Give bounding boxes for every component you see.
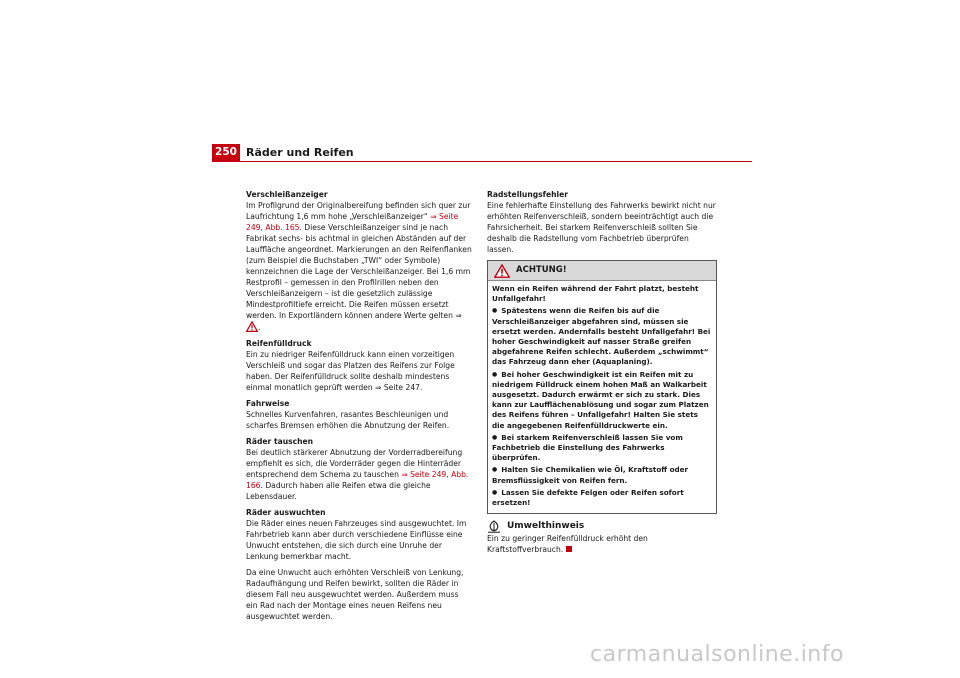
left-column (246, 189, 472, 627)
environment-text: Ein zu geringer Reifenfülldruck erhöht den Kraftstoffverbrauch. (487, 534, 648, 555)
heading-verschleissanzeiger: Verschleißanzeiger (246, 190, 328, 199)
warning-title: ACHTUNG! (516, 265, 567, 276)
warning-bullet: ● Bei starkem Reifenverschleiß lassen Sie vom Fachbetrieb die Einstellung des Fahrwerks überprüfen. (492, 433, 712, 464)
link-page-249-fig-166[interactable]: ⇒ Seite 249, Abb. 166 (246, 470, 469, 490)
heading-raeder-auswuchten: Räder auswuchten (246, 508, 326, 517)
watermark: carmanualsonline.info (590, 642, 844, 667)
paragraph-verschleissanzeiger: Im Profilgrund der Originalbereifung befinden sich quer zur Laufrichtung 1,6 mm hohe „Verschleißanzeiger“ ⇒ Seite 249, Abb. 165. Diese Verschleißanzeiger sind je nach Fabrikat sechs- bis achtmal in gleichen Abständen auf der Lauffläche angeordnet. Markierungen an den Reifenflanken (zum Beispiel die Buchstaben „TWI“ oder Symbole) kennzeichnen die Lage der Verschleißanzeiger. Bei 1,6 mm Restprofil – gemessen in den Profilrillen neben den Verschleißanzeigern – ist die gesetzlich zulässige Mindestprofiltiefe erreicht. Die Reifen müssen ersetzt werden. In Exportländern können andere Werte gelten ⇒ . (246, 201, 472, 332)
environment-header (487, 520, 717, 533)
warning-bullet: ● Spätestens wenn die Reifen bis auf die Verschleißanzeiger abgefahren sind, müssen sie ersetzt werden. Andernfalls besteht Unfallgefahr! Bei hoher Geschwindigkeit auf nasser Straße greifen abgefahrene Reifen schlecht. Außerdem „schwimmt“ das Fahrzeug dann eher (Aquaplaning). (492, 306, 712, 367)
page-number: 250 (212, 144, 240, 161)
header-rule (212, 161, 752, 162)
page-title: Räder und Reifen (246, 146, 354, 159)
paragraph-reifenfuelldruck: Ein zu niedriger Reifenfülldruck kann einen vorzeitigen Verschleiß und sogar das Platzen des Reifens zur Folge haben. Der Reifenfülldruck sollte deshalb mindestens einmal monatlich geprüft werden ⇒ Seite 247. (246, 350, 455, 392)
warning-box (487, 260, 717, 514)
heading-radstellungsfehler: Radstellungsfehler (487, 190, 569, 199)
warning-triangle-icon[interactable] (246, 321, 258, 332)
end-of-section-marker (566, 546, 572, 552)
environment-title: Umwelthinweis (507, 521, 585, 532)
paragraph-radstellungsfehler: Eine fehlerhafte Einstellung des Fahrwerks bewirkt nicht nur erhöhten Reifenverschleiß, sondern beeinträchtigt auch die Fahrsicherheit. Bei starkem Reifenverschleiß sollten Sie deshalb die Radstellung vom Fachbetrieb überprüfen lassen. (487, 201, 716, 254)
warning-intro: Wenn ein Reifen während der Fahrt platzt, besteht Unfallgefahr! (492, 284, 699, 304)
warning-bullet: ● Bei hoher Geschwindigkeit ist ein Reifen mit zu niedrigem Fülldruck einem hohen Maß an Walkarbeit ausgesetzt. Dadurch erwärmt er sich zu stark. Dies kann zur Laufflächenablösung und sogar zum Platzen des Reifens führen – Unfallgefahr! Halten Sie stets die angegebenen Reifenfülldruckwerte ein. (492, 370, 712, 431)
paragraph-auswuchten-1: Die Räder eines neuen Fahrzeuges sind ausgewuchtet. Im Fahrbetrieb kann aber durch verschiedene Einflüsse eine Unwucht entstehen, die sich durch eine Unruhe der Lenkung bemerkbar macht. (246, 519, 467, 561)
warning-bullet: ● Halten Sie Chemikalien wie Öl, Kraftstoff oder Bremsflüssigkeit von Reifen fern. (492, 465, 712, 485)
paragraph-auswuchten-2: Da eine Unwucht auch erhöhten Verschleiß von Lenkung, Radaufhängung und Reifen bewirkt, sollten die Räder in diesem Fall neu ausgewuchtet werden. Außerdem muss ein Rad nach der Montage eines neuen Reifens neu ausgewuchtet werden. (246, 568, 464, 621)
link-page-249-fig-165[interactable]: ⇒ Seite 249, Abb. 165 (246, 212, 459, 232)
heading-raeder-tauschen: Räder tauschen (246, 437, 314, 446)
heading-reifenfuelldruck: Reifenfülldruck (246, 339, 312, 348)
warning-bullet: ● Lassen Sie defekte Felgen oder Reifen sofort ersetzen! (492, 488, 712, 508)
warning-header (488, 261, 716, 281)
environment-icon (487, 520, 501, 533)
warning-triangle-icon (494, 264, 510, 278)
right-column (487, 189, 717, 560)
paragraph-fahrweise: Schnelles Kurvenfahren, rasantes Beschleunigen und scharfes Bremsen erhöhen die Abnutzung der Reifen. (246, 410, 450, 430)
paragraph-raeder-tauschen: Bei deutlich stärkerer Abnutzung der Vorderradbereifung empfiehlt es sich, die Vorderräder gegen die Hinterräder entsprechend dem Schema zu tauschen ⇒ Seite 249, Abb. 166. Dadurch haben alle Reifen etwa die gleiche Lebensdauer. (246, 448, 469, 501)
heading-fahrweise: Fahrweise (246, 399, 290, 408)
warning-body (488, 281, 716, 513)
